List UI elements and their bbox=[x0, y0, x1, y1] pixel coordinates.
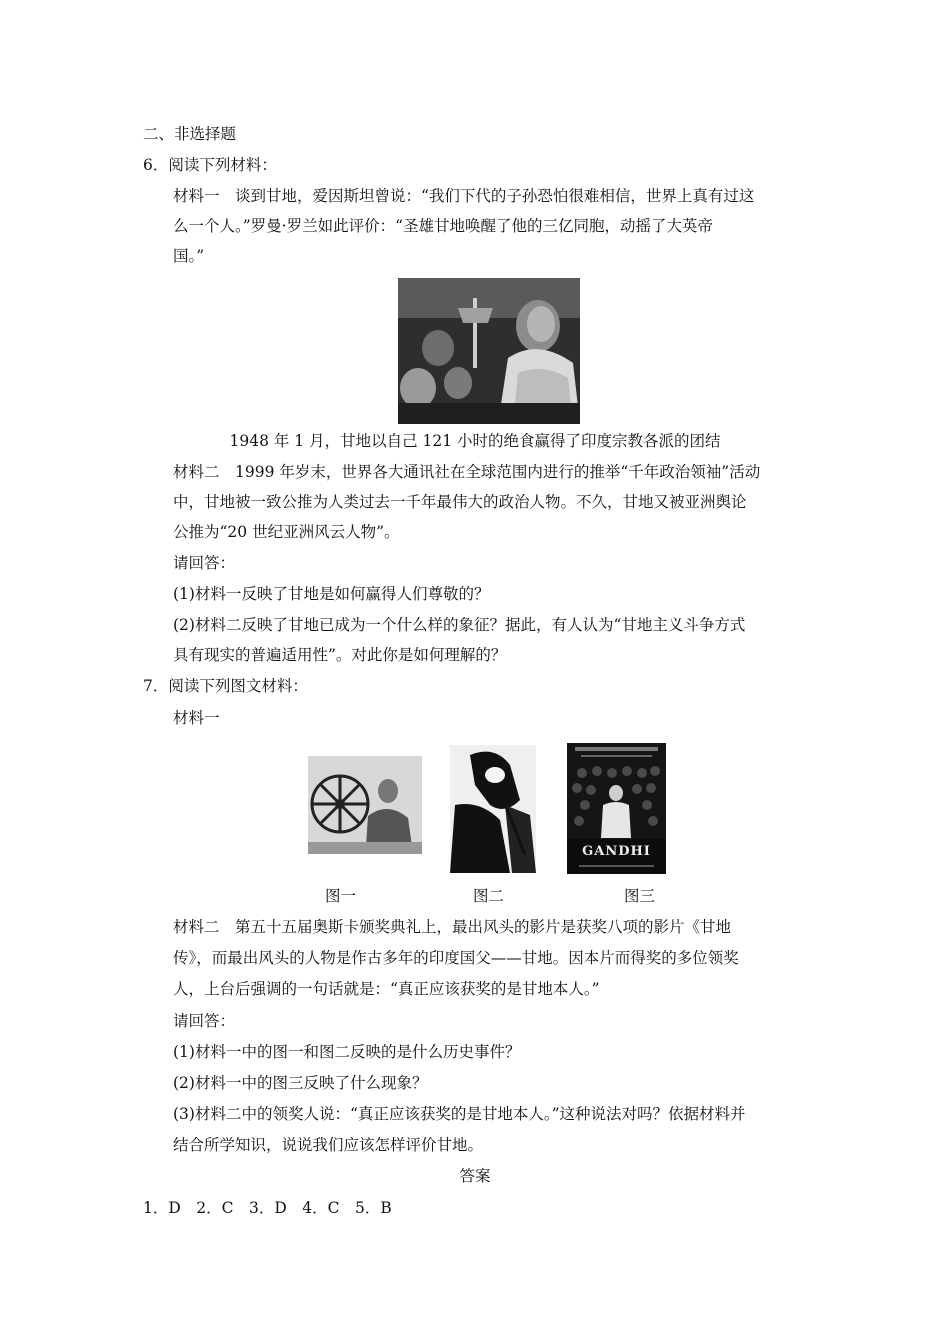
answers-line: 1．D 2．C 3．D 4．C 5．B bbox=[143, 1199, 392, 1217]
q6-material2-line: 材料二 1999 年岁末，世界各大通讯社在全球范围内进行的推举“千年政治领袖”活动 bbox=[173, 463, 761, 481]
q7-material2-line: 传》，而最出风头的人物是作古多年的印度国父——甘地。因本片而得奖的多位领奖 bbox=[173, 949, 739, 967]
poster-title: GANDHI bbox=[582, 844, 651, 859]
gandhi-movie-poster bbox=[567, 743, 666, 874]
q6-material1-line: 材料一 谈到甘地，爱因斯坦曾说：“我们下代的子孙恐怕很难相信，世界上真有过这 bbox=[173, 187, 755, 205]
q7-question: (1)材料一中的图一和图二反映的是什么历史事件？ bbox=[173, 1043, 521, 1061]
q7-ask: 请回答： bbox=[173, 1012, 236, 1030]
figure-label-1: 图一 bbox=[325, 887, 357, 905]
q7-material1-label: 材料一 bbox=[173, 709, 220, 727]
q6-question: (2)材料二反映了甘地已成为一个什么样的象征？据此，有人认为“甘地主义斗争方式 bbox=[173, 616, 746, 634]
q7-stem: 7．阅读下列图文材料： bbox=[143, 677, 308, 695]
q7-question: (3)材料二中的领奖人说：“真正应该获奖的是甘地本人。”这种说法对吗？依据材料并 bbox=[173, 1105, 746, 1123]
q6-material2-line: 中，甘地被一致公推为人类过去一千年最伟大的政治人物。不久，甘地又被亚洲舆论 bbox=[173, 493, 747, 511]
q7-material2-line: 人，上台后强调的一句话就是：“真正应该获奖的是甘地本人。” bbox=[173, 980, 600, 998]
q6-question: 具有现实的普遍适用性”。对此你是如何理解的？ bbox=[173, 646, 507, 664]
q6-stem: 6．阅读下列材料： bbox=[143, 156, 277, 174]
q6-material1-line: 国。” bbox=[173, 247, 205, 265]
q6-question: (1)材料一反映了甘地是如何赢得人们尊敬的？ bbox=[173, 585, 490, 603]
gandhi-fasting-photo bbox=[398, 278, 580, 424]
q7-material2-line: 材料二 第五十五届奥斯卡颁奖典礼上，最出风头的影片是获奖八项的影片《甘地 bbox=[173, 918, 732, 936]
q6-ask: 请回答： bbox=[173, 554, 236, 572]
q7-question: (2)材料一中的图三反映了什么现象？ bbox=[173, 1074, 428, 1092]
q6-material1-line: 么一个人。”罗曼·罗兰如此评价：“圣雄甘地唤醒了他的三亿同胞，动摇了大英帝 bbox=[173, 217, 714, 235]
figure-label-2: 图二 bbox=[473, 887, 505, 905]
section-title: 二、非选择题 bbox=[143, 125, 237, 143]
answers-title: 答案 bbox=[459, 1167, 491, 1185]
march-silhouette-photo bbox=[450, 745, 536, 873]
spinning-wheel-photo bbox=[308, 756, 422, 854]
figure-label-3: 图三 bbox=[624, 887, 656, 905]
q6-material2-line: 公推为“20 世纪亚洲风云人物”。 bbox=[173, 523, 400, 541]
q6-photo-caption: 1948 年 1 月，甘地以自己 121 小时的绝食赢得了印度宗教各派的团结 bbox=[229, 432, 721, 450]
q7-question: 结合所学知识，说说我们应该怎样评价甘地。 bbox=[173, 1136, 484, 1154]
